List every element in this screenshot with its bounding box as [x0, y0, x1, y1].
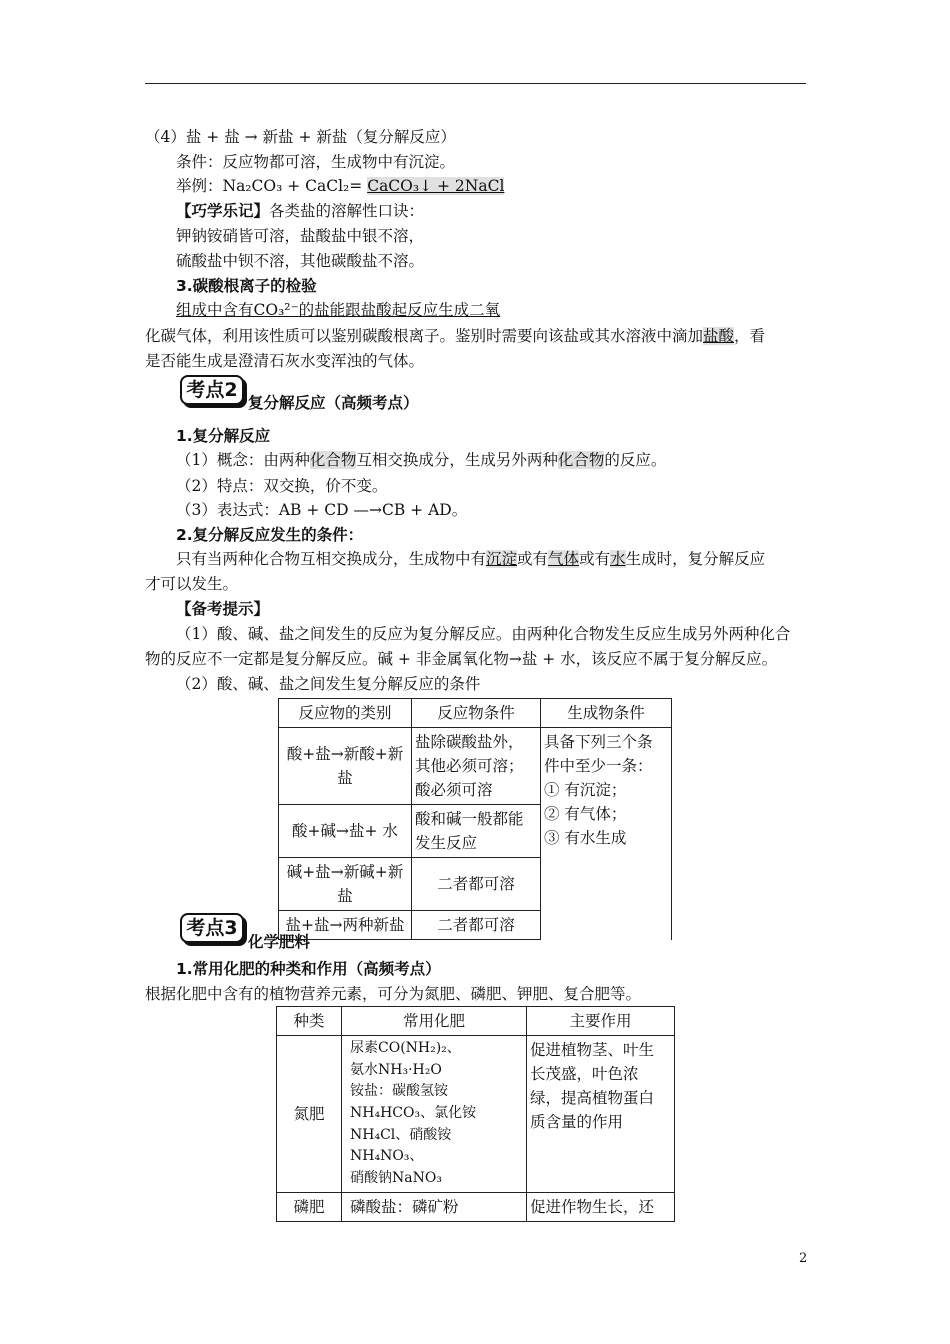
- concept-c: 的反应。: [604, 451, 667, 469]
- table-header: 主要作用: [527, 1007, 675, 1036]
- table-header: 常用化肥: [342, 1007, 527, 1036]
- carbonate-line-2-end: ，看: [734, 327, 766, 345]
- exam-tip-1-line-1: （1）酸、碱、盐之间发生的反应为复分解反应。由两种化合物发生反应生成另外两种化合: [176, 625, 791, 643]
- carbonate-line-2-text: 化碳气体，利用该性质可以鉴别碳酸根离子。鉴别时需要向该盐或其水溶液中滴加: [145, 327, 704, 345]
- cell-line: 盐除碳酸盐外，: [415, 733, 524, 752]
- example-answer: CaCO₃↓ + 2NaCl: [367, 177, 505, 195]
- answer-precipitate: 沉淀: [486, 550, 518, 568]
- concept-b: 互相交换成分，生成另外两种: [356, 451, 558, 469]
- concept-a: （1）概念：由两种: [176, 451, 310, 469]
- table-header: 种类: [277, 1007, 342, 1036]
- carbonate-line-3: 是否能生成是澄清石灰水变浑浊的气体。: [145, 352, 425, 370]
- feature-line: （2）特点：双交换，价不变。: [176, 477, 388, 495]
- kaodian-3-title: 化学肥料: [248, 933, 311, 951]
- cond-c: 或有: [579, 550, 611, 568]
- table-header-row: [279, 699, 672, 728]
- cond-b: 或有: [517, 550, 549, 568]
- kd2-heading-2: 2.复分解反应发生的条件：: [176, 526, 364, 544]
- cell-line: 促进植物茎、叶生: [530, 1041, 655, 1060]
- fertilizer-intro: 根据化肥中含有的植物营养元素，可分为氮肥、磷肥、钾肥、复合肥等。: [145, 985, 642, 1003]
- reactant-type: 酸+盐→新酸+新盐: [279, 728, 412, 805]
- fertilizer-kind: 磷肥: [277, 1192, 342, 1221]
- rhyme-line-1: 钾钠铵硝皆可溶，盐酸盐中银不溶，: [176, 227, 425, 245]
- cell-line: ③ 有水生成: [544, 829, 627, 848]
- concept-hl-1: 化合物: [309, 451, 357, 469]
- kd3-heading-1: 1.常用化肥的种类和作用（高频考点）: [176, 960, 441, 978]
- cell-line: ① 有沉淀；: [544, 781, 627, 800]
- cell-line: 质含量的作用: [530, 1113, 624, 1132]
- cond-a: 只有当两种化合物互相交换成分，生成物中有: [176, 550, 487, 568]
- cell-line: 氨水NH₃·H₂O: [350, 1061, 442, 1078]
- cell-line: ② 有气体；: [544, 805, 627, 824]
- cell-line: 件中至少一条：: [544, 757, 653, 776]
- table-header: 反应物的类别: [279, 699, 412, 728]
- cell-line: 长茂盛，叶色浓: [530, 1065, 639, 1084]
- rhyme-line-2: 硫酸盐中钡不溶，其他碳酸盐不溶。: [176, 252, 425, 270]
- fertilizer-effect: [527, 1036, 675, 1193]
- table-header: 生成物条件: [541, 699, 672, 728]
- answer-gas: 气体: [548, 550, 580, 568]
- concept-line: [176, 453, 666, 469]
- salt-salt-line: （4）盐 + 盐 → 新盐 + 新盐（复分解反应）: [145, 128, 456, 146]
- kaodian-2-title: 复分解反应（高频考点）: [248, 394, 419, 412]
- tip-label: 【巧学乐记】: [176, 202, 270, 220]
- fertilizer-table: [276, 1006, 675, 1222]
- cell-line: 酸必须可溶: [415, 781, 493, 800]
- reactant-type: 盐+盐→两种新盐: [279, 911, 412, 940]
- table-row: [277, 1192, 675, 1221]
- cell-line: 发生反应: [415, 834, 478, 853]
- cell-line: NH₄Cl、硝酸铵 NH₄NO₃、: [350, 1126, 452, 1165]
- cell-line: NH₄HCO₃、氯化铵: [350, 1105, 477, 1122]
- tip-text: 各类盐的溶解性口诀：: [269, 202, 425, 220]
- concept-hl-2: 化合物: [557, 451, 605, 469]
- reaction-conditions-table: [278, 698, 672, 940]
- table-header-row: [277, 1007, 675, 1036]
- answer-blank-hcl: 盐酸: [703, 327, 735, 345]
- condition-line: 条件：反应物都可溶，生成物中有沉淀。: [176, 153, 456, 171]
- condition-line-a: [176, 552, 765, 568]
- answer-water: 水: [610, 550, 626, 568]
- reactant-type: 酸+碱→盐+ 水: [279, 805, 412, 858]
- reactant-cond: [412, 805, 541, 858]
- fertilizer-kind: 氮肥: [277, 1036, 342, 1193]
- expression-line: （3）表达式：AB + CD —→CB + AD。: [176, 501, 468, 519]
- cell-line: 酸和碱一般都能: [415, 810, 524, 829]
- kd2-heading-1: 1.复分解反应: [176, 427, 271, 445]
- reactant-cond: 二者都可溶: [412, 858, 541, 911]
- reactant-cond: 二者都可溶: [412, 911, 541, 940]
- table-row: [279, 728, 672, 805]
- carbonate-line-2: [145, 329, 765, 345]
- kaodian-3-badge: 考点3: [180, 913, 244, 943]
- cell-line: 其他必须可溶；: [415, 757, 524, 776]
- exam-tip-2: （2）酸、碱、盐之间发生复分解反应的条件: [176, 675, 481, 693]
- example-line: [176, 179, 504, 195]
- condition-line-b: 才可以发生。: [145, 575, 239, 593]
- reactant-type: 碱+盐→新碱+新盐: [279, 858, 412, 911]
- tip-line: [176, 204, 424, 220]
- page-number: 2: [799, 1251, 808, 1266]
- reactant-cond: [412, 728, 541, 805]
- header-rule: [145, 83, 806, 84]
- example-prefix: 举例：Na₂CO₃ + CaCl₂=: [176, 177, 363, 195]
- cell-line: 具备下列三个条: [544, 733, 653, 752]
- kaodian-2-badge: 考点2: [180, 375, 244, 405]
- fertilizer-list: [342, 1036, 527, 1193]
- cell-line: 铵盐：碳酸氢铵: [350, 1083, 448, 1100]
- carbonate-heading: 3.碳酸根离子的检验: [176, 277, 317, 295]
- exam-tip-label: 【备考提示】: [176, 600, 270, 618]
- fertilizer-list: 磷酸盐：磷矿粉: [342, 1192, 527, 1221]
- carbonate-line-1: 组成中含有CO₃²⁻的盐能跟盐酸起反应生成二氧: [176, 301, 501, 319]
- cell-line: 硝酸钠NaNO₃: [350, 1170, 442, 1187]
- table-header: 反应物条件: [412, 699, 541, 728]
- exam-tip-1-line-2: 物的反应不一定都是复分解反应。碱 + 非金属氧化物→盐 + 水，该反应不属于复分解反应。: [145, 650, 778, 668]
- table-row: [277, 1036, 675, 1193]
- cell-line: 绿，提高植物蛋白: [530, 1089, 655, 1108]
- cell-line: 尿素CO(NH₂)₂、: [350, 1040, 461, 1057]
- cond-d: 生成时，复分解反应: [625, 550, 766, 568]
- fertilizer-effect: 促进作物生长，还: [527, 1192, 675, 1221]
- product-cond: [541, 728, 672, 940]
